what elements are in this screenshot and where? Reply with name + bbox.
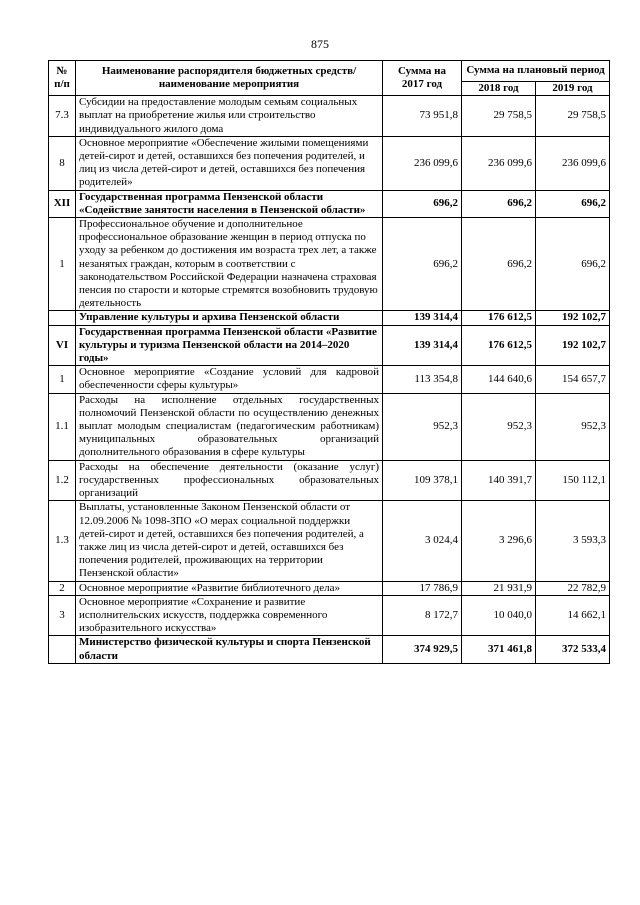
- row-name: Расходы на обеспечение деятельности (оказание услуг) государственных профессиональных образовательных организаций: [76, 460, 383, 501]
- row-number: 2: [49, 581, 76, 595]
- table-row: [49, 325, 610, 366]
- table-row: [49, 581, 610, 595]
- row-sum-2017: 109 378,1: [383, 460, 462, 501]
- row-name: Основное мероприятие «Сохранение и развитие исполнительских искусств, поддержка современного изобразительного искусства»: [76, 595, 383, 636]
- row-sum-2017: 236 099,6: [383, 136, 462, 190]
- header-name: Наименование распорядителя бюджетных средств/ наименование мероприятия: [76, 61, 383, 96]
- row-name: Профессиональное обучение и дополнительное профессиональное образование женщин в период отпуска по уходу за ребенком до достижения им возраста трех лет, а также незанятых граждан, которым в соответствии с законодательством Российской Федерации назначена страховая пенсия по старости и которые стремятся возобновить трудовую деятельность: [76, 218, 383, 311]
- row-name: Государственная программа Пензенской области «Содействие занятости населения в Пензенской области»: [76, 190, 383, 217]
- row-name: Субсидии на предоставление молодым семьям социальных выплат на приобретение жилья или строительство индивидуального жилого дома: [76, 96, 383, 137]
- row-sum-2017: 17 786,9: [383, 581, 462, 595]
- table-row: [49, 136, 610, 190]
- row-sum-2018: 144 640,6: [462, 366, 536, 393]
- row-sum-2019: 3 593,3: [536, 501, 610, 581]
- row-sum-2018: 236 099,6: [462, 136, 536, 190]
- row-sum-2019: 22 782,9: [536, 581, 610, 595]
- row-sum-2017: 696,2: [383, 190, 462, 217]
- row-sum-2018: 10 040,0: [462, 595, 536, 636]
- row-sum-2019: 192 102,7: [536, 311, 610, 325]
- table-row: [49, 311, 610, 325]
- row-number: [49, 636, 76, 663]
- row-sum-2019: 372 533,4: [536, 636, 610, 663]
- table-row: [49, 460, 610, 501]
- row-sum-2017: 139 314,4: [383, 311, 462, 325]
- row-sum-2017: 952,3: [383, 393, 462, 460]
- row-sum-2018: 176 612,5: [462, 311, 536, 325]
- row-name: Основное мероприятие «Обеспечение жилыми помещениями детей-сирот и детей, оставшихся без попечения родителей, и лиц из числа детей-сирот и детей, оставшихся без попечения родителей»: [76, 136, 383, 190]
- table-row: [49, 636, 610, 663]
- row-name: Расходы на исполнение отдельных государственных полномочий Пензенской области по осуществлению денежных выплат молодым специалистам (педагогическим работникам) муниципальных образовательных организаций дополнительного образования в сфере культуры: [76, 393, 383, 460]
- table-row: [49, 366, 610, 393]
- row-number: 3: [49, 595, 76, 636]
- table-row: [49, 218, 610, 311]
- row-sum-2017: 113 354,8: [383, 366, 462, 393]
- table-row: [49, 393, 610, 460]
- row-name: Управление культуры и архива Пензенской области: [76, 311, 383, 325]
- row-sum-2018: 3 296,6: [462, 501, 536, 581]
- header-sum-2017: Сумма на 2017 год: [383, 61, 462, 96]
- row-sum-2017: 73 951,8: [383, 96, 462, 137]
- table-row: [49, 501, 610, 581]
- row-number: 1.2: [49, 460, 76, 501]
- row-sum-2018: 696,2: [462, 218, 536, 311]
- row-sum-2017: 374 929,5: [383, 636, 462, 663]
- table-header: [49, 61, 610, 96]
- row-number: 7.3: [49, 96, 76, 137]
- row-sum-2019: 154 657,7: [536, 366, 610, 393]
- row-sum-2018: 371 461,8: [462, 636, 536, 663]
- header-num: № п/п: [49, 61, 76, 96]
- row-sum-2018: 29 758,5: [462, 96, 536, 137]
- table-row: [49, 190, 610, 217]
- table-body: [49, 96, 610, 664]
- row-sum-2017: 8 172,7: [383, 595, 462, 636]
- row-number: XII: [49, 190, 76, 217]
- row-sum-2019: 29 758,5: [536, 96, 610, 137]
- budget-table: [48, 60, 610, 664]
- row-sum-2019: 150 112,1: [536, 460, 610, 501]
- row-number: [49, 311, 76, 325]
- row-sum-2018: 21 931,9: [462, 581, 536, 595]
- row-number: 8: [49, 136, 76, 190]
- table-row: [49, 96, 610, 137]
- row-name: Основное мероприятие «Развитие библиотечного дела»: [76, 581, 383, 595]
- header-year-2019: 2019 год: [536, 82, 610, 96]
- row-sum-2018: 140 391,7: [462, 460, 536, 501]
- table-row: [49, 595, 610, 636]
- row-sum-2018: 176 612,5: [462, 325, 536, 366]
- row-name: Выплаты, установленные Законом Пензенской области от 12.09.2006 № 1098-ЗПО «О мерах социальной поддержки детей-сирот и детей, оставшихся без попечения родителей, а также лиц из числа детей-сирот и детей, оставшихся без попечения родителей, проживающих на территории Пензенской области»: [76, 501, 383, 581]
- row-sum-2018: 952,3: [462, 393, 536, 460]
- row-number: VI: [49, 325, 76, 366]
- row-number: 1: [49, 218, 76, 311]
- row-sum-2019: 14 662,1: [536, 595, 610, 636]
- header-planned-period: Сумма на плановый период: [462, 61, 610, 82]
- row-sum-2018: 696,2: [462, 190, 536, 217]
- row-name: Министерство физической культуры и спорта Пензенской области: [76, 636, 383, 663]
- row-sum-2017: 696,2: [383, 218, 462, 311]
- row-sum-2017: 139 314,4: [383, 325, 462, 366]
- row-number: 1.3: [49, 501, 76, 581]
- row-number: 1.1: [49, 393, 76, 460]
- row-name: Основное мероприятие «Создание условий для кадровой обеспеченности сферы культуры»: [76, 366, 383, 393]
- row-sum-2019: 236 099,6: [536, 136, 610, 190]
- row-sum-2019: 696,2: [536, 190, 610, 217]
- row-number: 1: [49, 366, 76, 393]
- row-sum-2017: 3 024,4: [383, 501, 462, 581]
- header-year-2018: 2018 год: [462, 82, 536, 96]
- row-sum-2019: 696,2: [536, 218, 610, 311]
- page-number: 875: [311, 37, 329, 51]
- row-name: Государственная программа Пензенской области «Развитие культуры и туризма Пензенской области на 2014–2020 годы»: [76, 325, 383, 366]
- row-sum-2019: 192 102,7: [536, 325, 610, 366]
- row-sum-2019: 952,3: [536, 393, 610, 460]
